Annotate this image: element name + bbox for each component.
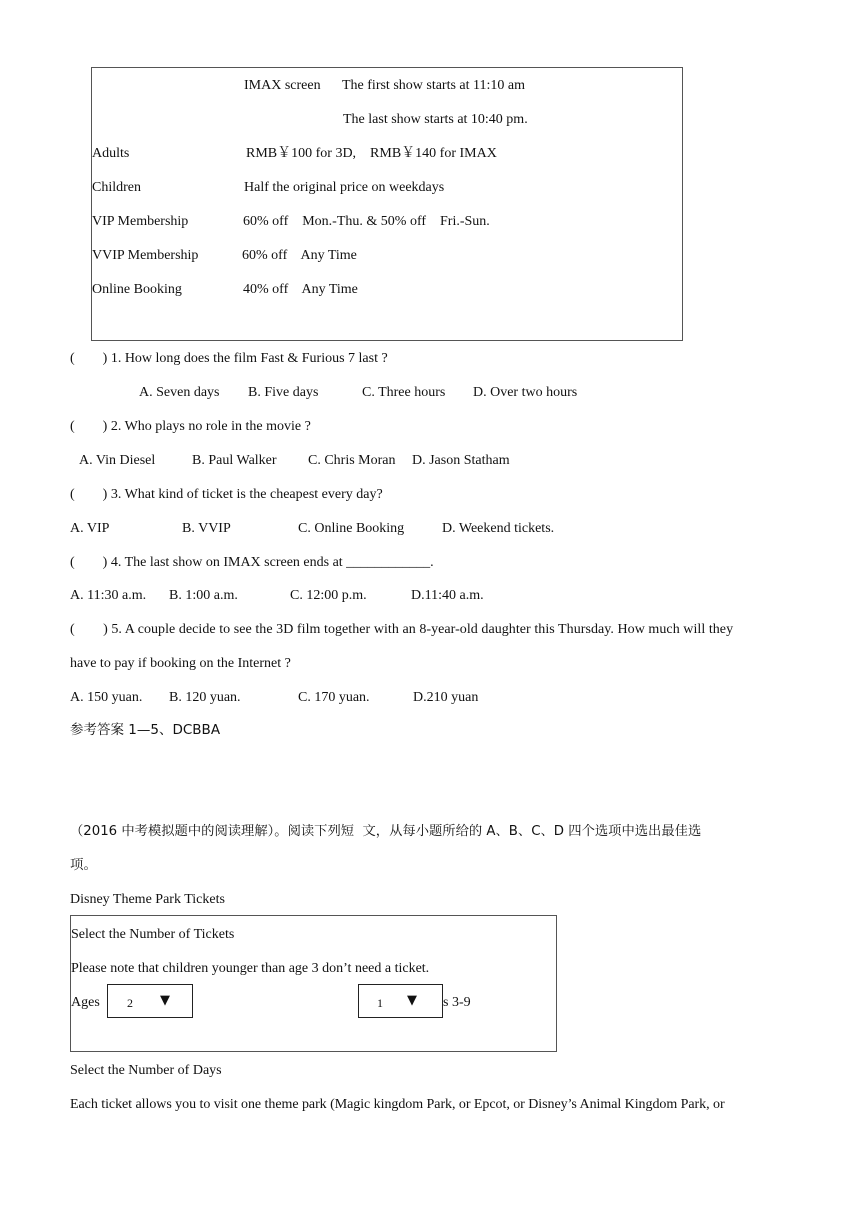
question-2-option-a: A. Vin Diesel xyxy=(79,453,156,468)
price-row-label: Online Booking xyxy=(92,282,182,297)
question-4-option-a: A. 11:30 a.m. xyxy=(70,588,147,603)
question-2-option-c: C. Chris Moran xyxy=(308,453,396,468)
question-5-stem-line-2: have to pay if booking on the Internet ? xyxy=(70,656,291,671)
question-3-option-d: D. Weekend tickets. xyxy=(442,521,555,536)
price-row-label: VIP Membership xyxy=(92,214,189,229)
days-text: Each ticket allows you to visit one theme park (Magic kingdom Park, or Epcot, or Disney’s Animal Kingdom Park, or xyxy=(70,1097,725,1112)
price-row-value: 60% off Mon.-Thu. & 50% off Fri.-Sun. xyxy=(243,214,490,229)
answer-key: 参考答案 1—5、DCBBA xyxy=(70,722,221,738)
question-4-option-d: D.11:40 a.m. xyxy=(411,588,484,603)
chevron-down-icon: ▼ xyxy=(407,993,417,1008)
question-5-stem-line-1: ( ) 5. A couple decide to see the 3D film together with an 8-year-old daughter this Thursday. How much will they xyxy=(70,622,734,637)
price-row-value: RMB￥100 for 3D, RMB￥140 for IMAX xyxy=(246,146,497,161)
section-intro-line-1: （2016 中考模拟题中的阅读理解）。阅读下列短 文，从每小题所给的 A、B、C、D 四个选项中选出最佳选 xyxy=(70,824,702,839)
price-row-label: Children xyxy=(92,180,141,195)
first-show-time: The first show starts at 11:10 am xyxy=(342,78,526,93)
question-3-option-b: B. VVIP xyxy=(182,521,231,536)
price-schedule-box xyxy=(91,67,683,341)
question-3-option-c: C. Online Booking xyxy=(298,521,405,536)
child-ticket-count-value: 1 xyxy=(377,996,383,1010)
question-5-option-c: C. 170 yuan. xyxy=(298,690,370,705)
question-1-option-a: A. Seven days xyxy=(139,385,220,400)
chevron-down-icon: ▼ xyxy=(160,993,170,1008)
days-heading: Select the Number of Days xyxy=(70,1063,222,1078)
imax-label: IMAX screen xyxy=(244,78,321,93)
question-1-option-d: D. Over two hours xyxy=(473,385,578,400)
question-5-option-a: A. 150 yuan. xyxy=(70,690,143,705)
price-row-label: Adults xyxy=(92,146,130,161)
last-show-time: The last show starts at 10:40 pm. xyxy=(343,112,528,127)
adult-ticket-count-select[interactable] xyxy=(107,984,193,1018)
ages-range-label: s 3-9 xyxy=(443,995,471,1010)
question-4-option-b: B. 1:00 a.m. xyxy=(169,588,238,603)
question-4-option-c: C. 12:00 p.m. xyxy=(290,588,367,603)
question-3-option-a: A. VIP xyxy=(70,521,110,536)
question-3-stem: ( ) 3. What kind of ticket is the cheapest every day? xyxy=(70,487,383,502)
question-2-option-b: B. Paul Walker xyxy=(192,453,277,468)
section-title: Disney Theme Park Tickets xyxy=(70,892,225,907)
question-1-option-b: B. Five days xyxy=(248,385,319,400)
price-row-value: Half the original price on weekdays xyxy=(244,180,445,195)
ticket-box-note: Please note that children younger than age 3 don’t need a ticket. xyxy=(71,961,430,976)
question-2-option-d: D. Jason Statham xyxy=(412,453,510,468)
child-ticket-count-select[interactable] xyxy=(358,984,443,1018)
question-1-stem: ( ) 1. How long does the film Fast & Furious 7 last ? xyxy=(70,351,388,366)
price-row-value: 60% off Any Time xyxy=(242,248,357,263)
question-2-stem: ( ) 2. Who plays no role in the movie ? xyxy=(70,419,311,434)
question-5-option-b: B. 120 yuan. xyxy=(169,690,241,705)
price-row-value: 40% off Any Time xyxy=(243,282,358,297)
ticket-box-heading: Select the Number of Tickets xyxy=(71,927,235,942)
question-4-stem: ( ) 4. The last show on IMAX screen ends at ____________. xyxy=(70,555,434,570)
ages-label: Ages xyxy=(71,995,100,1010)
adult-ticket-count-value: 2 xyxy=(127,996,133,1010)
price-row-label: VVIP Membership xyxy=(92,248,199,263)
question-1-option-c: C. Three hours xyxy=(362,385,446,400)
question-5-option-d: D.210 yuan xyxy=(413,690,479,705)
section-intro-line-2: 项。 xyxy=(70,857,97,873)
